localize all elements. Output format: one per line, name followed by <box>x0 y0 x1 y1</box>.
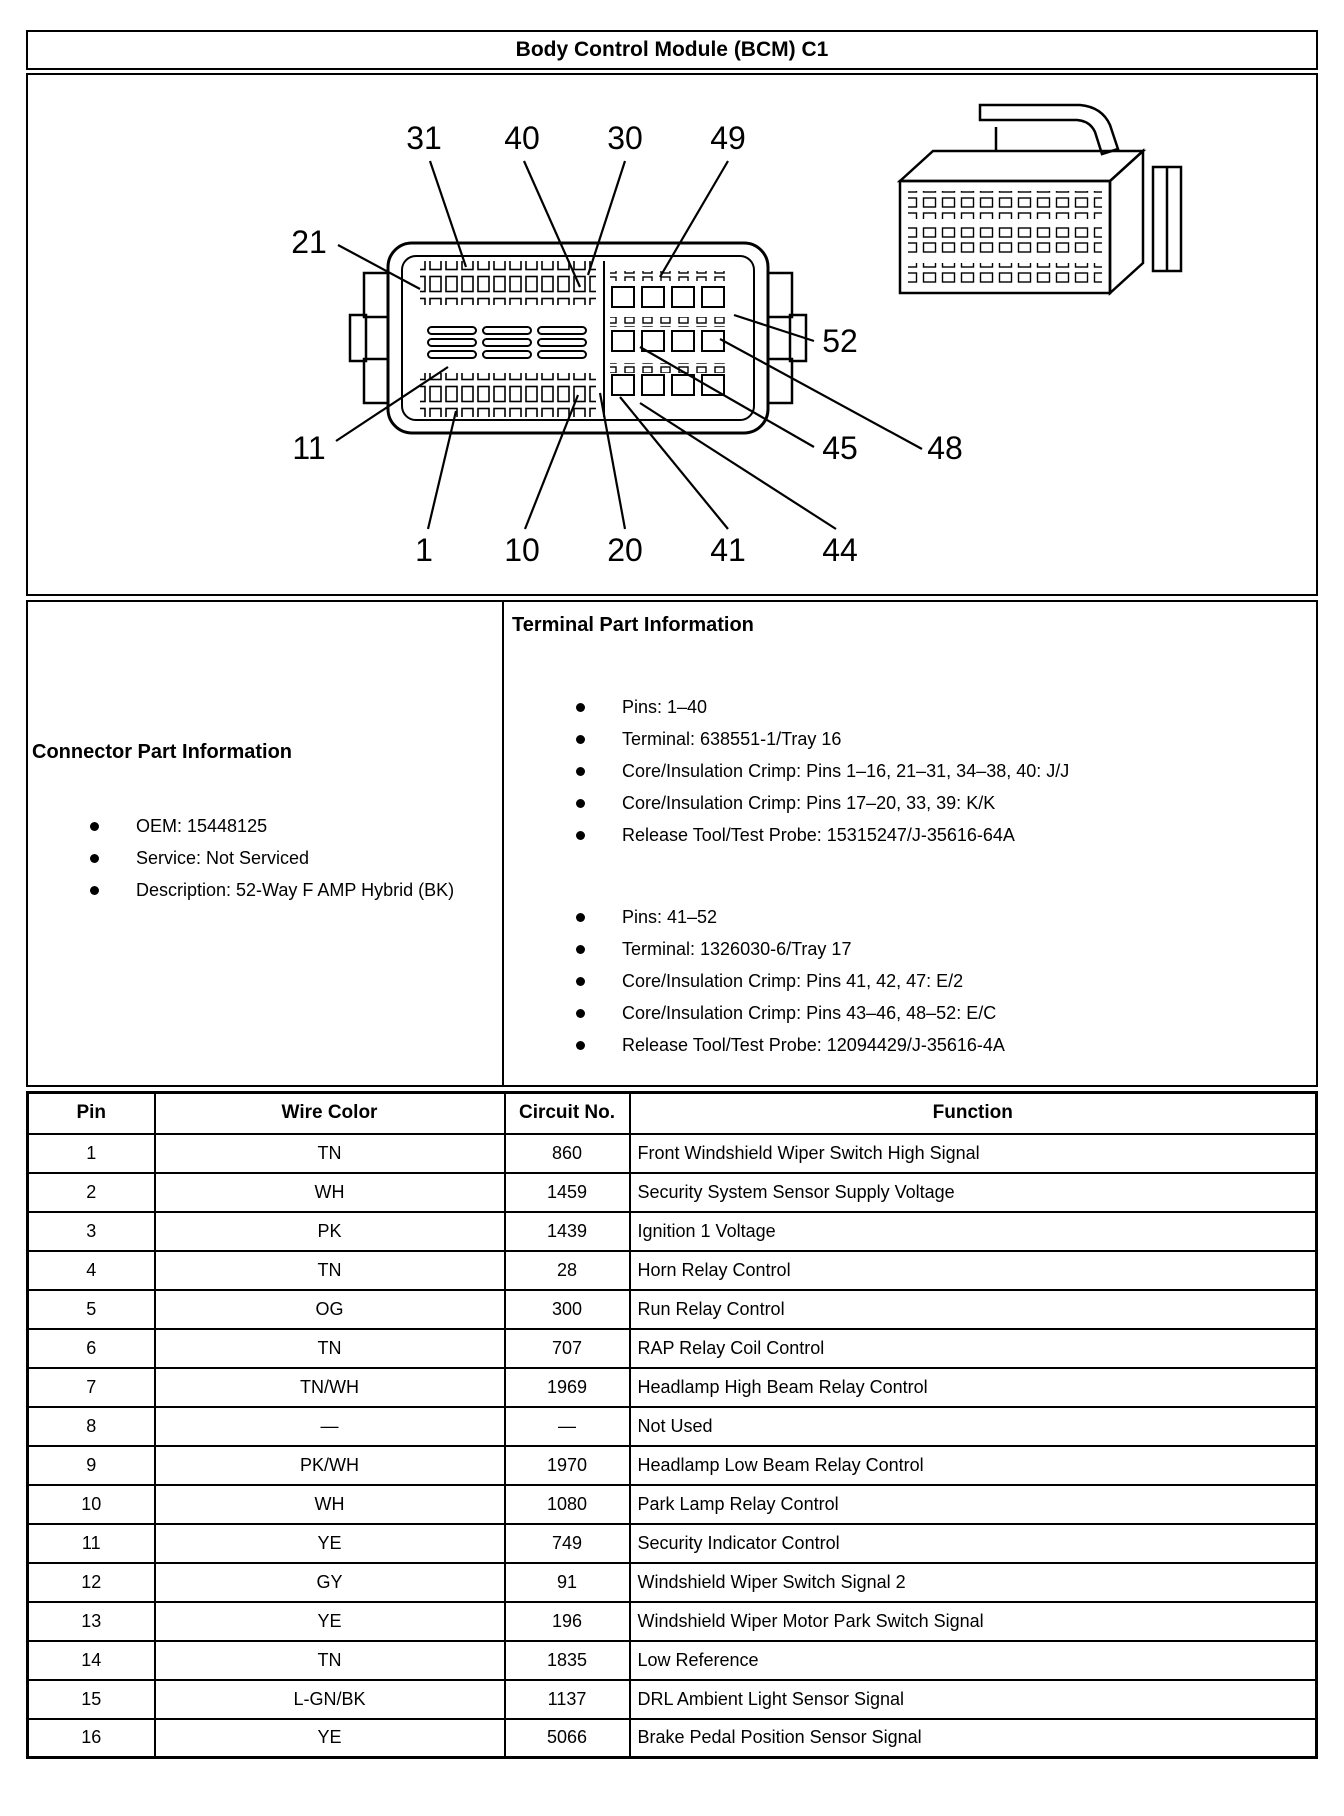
connector-face-drawing <box>350 243 806 433</box>
pin-cell: 8 <box>28 1407 155 1446</box>
part-info-section <box>26 600 1318 1087</box>
table-row <box>28 1680 1317 1719</box>
pin-cell: 2 <box>28 1173 155 1212</box>
callout-label: 45 <box>822 430 858 466</box>
info-item: Terminal: 638551-1/Tray 16 <box>576 723 1306 755</box>
function-column-header: Function <box>630 1093 1317 1134</box>
circuit-no-cell: 91 <box>505 1563 630 1602</box>
wire-color-cell: PK <box>155 1212 505 1251</box>
wire-color-cell: TN <box>155 1329 505 1368</box>
info-item: OEM: 15448125 <box>90 810 494 842</box>
table-row <box>28 1524 1317 1563</box>
circuit-no-cell: 28 <box>505 1251 630 1290</box>
pin-cell: 12 <box>28 1563 155 1602</box>
pin-table-header <box>28 1093 1317 1134</box>
wire-color-cell: YE <box>155 1602 505 1641</box>
function-cell: Windshield Wiper Motor Park Switch Signal <box>630 1602 1317 1641</box>
connector-info-list <box>32 810 494 906</box>
pin-cell: 4 <box>28 1251 155 1290</box>
pin-cell: 9 <box>28 1446 155 1485</box>
callout-label: 52 <box>822 323 858 359</box>
connector-diagram <box>28 75 1316 594</box>
function-cell: Brake Pedal Position Sensor Signal <box>630 1719 1317 1758</box>
circuit-no-cell: 1459 <box>505 1173 630 1212</box>
pin-cell: 10 <box>28 1485 155 1524</box>
table-row <box>28 1602 1317 1641</box>
function-cell: Security System Sensor Supply Voltage <box>630 1173 1317 1212</box>
pin-table <box>26 1091 1318 1759</box>
table-row <box>28 1251 1317 1290</box>
table-row <box>28 1407 1317 1446</box>
pin-cell: 16 <box>28 1719 155 1758</box>
callout-label: 30 <box>607 120 643 156</box>
circuit-no-cell: 1080 <box>505 1485 630 1524</box>
wire-color-cell: YE <box>155 1719 505 1758</box>
connector-diagram-panel <box>26 73 1318 596</box>
function-cell: Run Relay Control <box>630 1290 1317 1329</box>
info-item: Release Tool/Test Probe: 12094429/J-35616-4A <box>576 1029 1306 1061</box>
function-cell: Headlamp Low Beam Relay Control <box>630 1446 1317 1485</box>
wire-color-cell: WH <box>155 1173 505 1212</box>
info-item: Release Tool/Test Probe: 15315247/J-35616-64A <box>576 819 1306 851</box>
circuit-no-cell: 1969 <box>505 1368 630 1407</box>
pin-cell: 5 <box>28 1290 155 1329</box>
wire-color-cell: PK/WH <box>155 1446 505 1485</box>
wire-color-cell: TN/WH <box>155 1368 505 1407</box>
pin-cell: 3 <box>28 1212 155 1251</box>
info-item: Pins: 1–40 <box>576 691 1306 723</box>
circuit-no-cell: 196 <box>505 1602 630 1641</box>
info-item: Core/Insulation Crimp: Pins 1–16, 21–31, 34–38, 40: J/J <box>576 755 1306 787</box>
function-cell: Ignition 1 Voltage <box>630 1212 1317 1251</box>
info-item: Core/Insulation Crimp: Pins 43–46, 48–52: E/C <box>576 997 1306 1029</box>
circuit-no-cell: 1835 <box>505 1641 630 1680</box>
info-item: Core/Insulation Crimp: Pins 41, 42, 47: E/2 <box>576 965 1306 997</box>
function-cell: Security Indicator Control <box>630 1524 1317 1563</box>
pin-cell: 14 <box>28 1641 155 1680</box>
table-row <box>28 1212 1317 1251</box>
pin-cell: 15 <box>28 1680 155 1719</box>
wire-color-cell: OG <box>155 1290 505 1329</box>
pin-cell: 13 <box>28 1602 155 1641</box>
callout-label: 21 <box>291 224 327 260</box>
pin-column-header: Pin <box>28 1093 155 1134</box>
connector-info-heading: Connector Part Information <box>32 741 293 763</box>
terminal-info-heading: Terminal Part Information <box>512 614 754 636</box>
circuit-no-cell: 5066 <box>505 1719 630 1758</box>
function-cell: Low Reference <box>630 1641 1317 1680</box>
circuit-no-cell: 1439 <box>505 1212 630 1251</box>
pin-cell: 6 <box>28 1329 155 1368</box>
callout-label: 1 <box>415 532 433 568</box>
circuit-no-column-header: Circuit No. <box>505 1093 630 1134</box>
wire-color-cell: TN <box>155 1251 505 1290</box>
terminal-info-list-pins-41-52 <box>512 901 1306 1061</box>
terminal-part-info <box>504 602 1316 1085</box>
terminal-info-list-pins-1-40 <box>512 691 1306 851</box>
table-row <box>28 1368 1317 1407</box>
pin-table-body <box>28 1134 1317 1758</box>
pin-grid-bottom <box>420 373 596 417</box>
wire-color-cell: — <box>155 1407 505 1446</box>
circuit-no-cell: 860 <box>505 1134 630 1173</box>
callout-label: 11 <box>292 430 326 466</box>
info-item: Core/Insulation Crimp: Pins 17–20, 33, 39: K/K <box>576 787 1306 819</box>
table-row <box>28 1173 1317 1212</box>
table-row <box>28 1485 1317 1524</box>
wire-color-cell: L-GN/BK <box>155 1680 505 1719</box>
function-cell: Park Lamp Relay Control <box>630 1485 1317 1524</box>
wire-color-cell: GY <box>155 1563 505 1602</box>
circuit-no-cell: 749 <box>505 1524 630 1563</box>
function-cell: RAP Relay Coil Control <box>630 1329 1317 1368</box>
pin-grid-right <box>610 271 726 395</box>
info-item: Pins: 41–52 <box>576 901 1306 933</box>
info-item: Terminal: 1326030-6/Tray 17 <box>576 933 1306 965</box>
page-title-text: Body Control Module (BCM) C1 <box>515 38 829 61</box>
function-cell: DRL Ambient Light Sensor Signal <box>630 1680 1317 1719</box>
table-row <box>28 1446 1317 1485</box>
pin-grid-top <box>420 261 596 305</box>
circuit-no-cell: 1137 <box>505 1680 630 1719</box>
circuit-no-cell: — <box>505 1407 630 1446</box>
callout-label: 48 <box>927 430 963 466</box>
callout-label: 41 <box>710 532 746 568</box>
callout-label: 40 <box>504 120 540 156</box>
callout-label: 49 <box>710 120 746 156</box>
pin-cell: 1 <box>28 1134 155 1173</box>
connector-3d-view <box>900 105 1181 293</box>
table-row <box>28 1134 1317 1173</box>
table-row <box>28 1329 1317 1368</box>
wire-color-cell: TN <box>155 1134 505 1173</box>
wire-color-cell: TN <box>155 1641 505 1680</box>
wire-color-cell: WH <box>155 1485 505 1524</box>
callout-label: 10 <box>504 532 540 568</box>
table-row <box>28 1290 1317 1329</box>
circuit-no-cell: 1970 <box>505 1446 630 1485</box>
function-cell: Windshield Wiper Switch Signal 2 <box>630 1563 1317 1602</box>
connector-part-info <box>28 602 504 1085</box>
callout-label: 20 <box>607 532 643 568</box>
table-row <box>28 1641 1317 1680</box>
pin-cell: 7 <box>28 1368 155 1407</box>
wire-color-cell: YE <box>155 1524 505 1563</box>
function-cell: Not Used <box>630 1407 1317 1446</box>
circuit-no-cell: 707 <box>505 1329 630 1368</box>
info-item: Description: 52-Way F AMP Hybrid (BK) <box>90 874 494 906</box>
callout-label: 44 <box>822 532 858 568</box>
table-row <box>28 1563 1317 1602</box>
page-title <box>26 30 1318 70</box>
function-cell: Front Windshield Wiper Switch High Signal <box>630 1134 1317 1173</box>
pin-cell: 11 <box>28 1524 155 1563</box>
table-row <box>28 1719 1317 1758</box>
callout-label: 31 <box>406 120 442 156</box>
circuit-no-cell: 300 <box>505 1290 630 1329</box>
info-item: Service: Not Serviced <box>90 842 494 874</box>
function-cell: Headlamp High Beam Relay Control <box>630 1368 1317 1407</box>
header-row <box>28 1093 1317 1134</box>
wire-color-column-header: Wire Color <box>155 1093 505 1134</box>
slot-terminals <box>428 327 586 358</box>
function-cell: Horn Relay Control <box>630 1251 1317 1290</box>
